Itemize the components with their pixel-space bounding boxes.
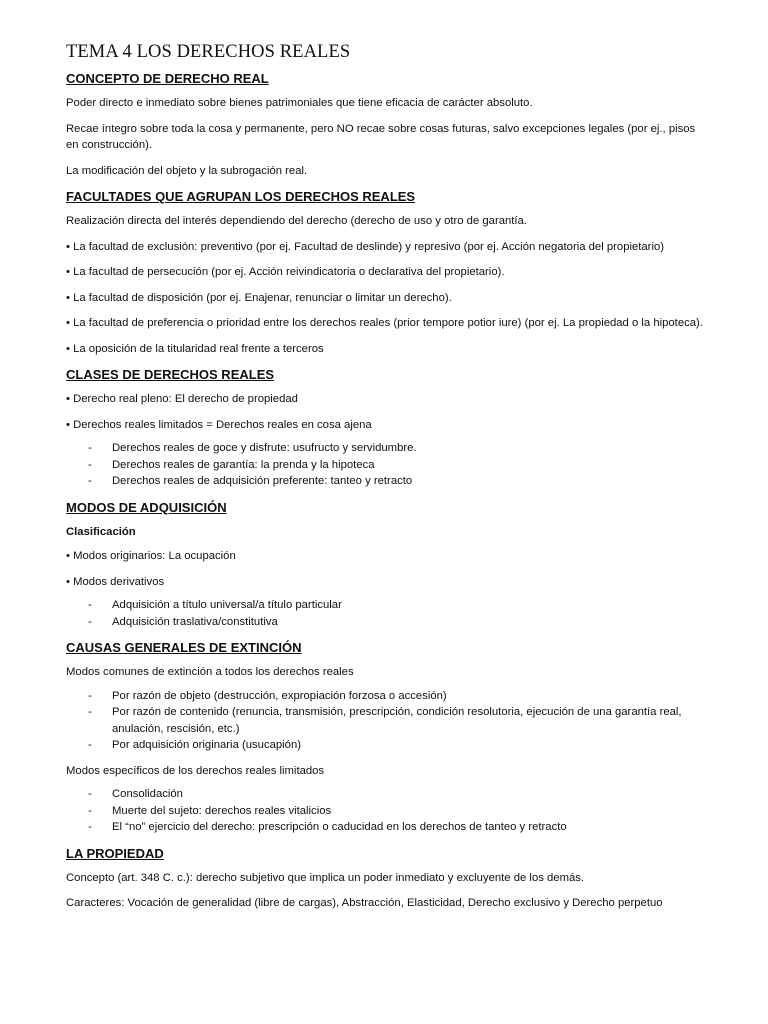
- bullet-item: • Derechos reales limitados = Derechos reales en cosa ajena: [66, 418, 372, 431]
- list-item: - Derechos reales de garantía: la prenda y la hipoteca: [66, 457, 706, 474]
- document-title: TEMA 4 LOS DERECHOS REALES: [66, 42, 351, 62]
- dash-list: [66, 786, 706, 836]
- paragraph: Realización directa del interés dependiendo del derecho (derecho de uso y otro de garantía.: [66, 215, 527, 227]
- dash-list: [66, 440, 706, 490]
- paragraph: Caracteres: Vocación de generalidad (libre de cargas), Abstracción, Elasticidad, Derecho exclusivo y Derecho perpetuo: [66, 897, 663, 909]
- subheading-clasificacion: Clasificación: [66, 525, 136, 538]
- heading-facultades: FACULTADES QUE AGRUPAN LOS DERECHOS REALES: [66, 189, 416, 204]
- bullet-item: • La facultad de persecución (por ej. Acción reivindicatoria o declarativa del propietario).: [66, 266, 505, 278]
- list-item: - Por adquisición originaria (usucapión): [66, 737, 706, 754]
- document-page: [66, 40, 706, 921]
- bullet-item: • La facultad de disposición (por ej. Enajenar, renunciar o limitar un derecho).: [66, 291, 452, 304]
- list-item: - Adquisición a título universal/a título particular: [66, 597, 706, 614]
- paragraph: Modos específicos de los derechos reales limitados: [66, 764, 325, 777]
- dash-list: [66, 597, 706, 630]
- paragraph: Poder directo e inmediato sobre bienes patrimoniales que tiene eficacia de carácter absoluto.: [66, 97, 533, 109]
- heading-modos-adquisicion: MODOS DE ADQUISICIÓN: [66, 499, 227, 515]
- list-item: - Muerte del sujeto: derechos reales vitalicios: [66, 803, 706, 820]
- bullet-item: • Derecho real pleno: El derecho de propiedad: [66, 393, 298, 405]
- paragraph: Concepto (art. 348 C. c.): derecho subjetivo que implica un poder inmediato y excluyente de los demás.: [66, 871, 585, 884]
- heading-extincion: CAUSAS GENERALES DE EXTINCIÓN: [66, 640, 302, 655]
- bullet-item: • Modos derivativos: [66, 575, 165, 588]
- bullet-item: • La oposición de la titularidad real frente a terceros: [66, 342, 324, 355]
- list-item: - Adquisición traslativa/constitutiva: [66, 614, 706, 631]
- paragraph: Modos comunes de extinción a todos los derechos reales: [66, 666, 354, 678]
- paragraph: Recae íntegro sobre toda la cosa y permanente, pero NO recae sobre cosas futuras, salvo excepciones legales (por ej., pisos en construcción).: [66, 122, 696, 151]
- heading-clases: CLASES DE DERECHOS REALES: [66, 367, 275, 382]
- list-item: - Por razón de contenido (renuncia, transmisión, prescripción, condición resolutoria, ejecución de una garantía real, anulación, rescisión, etc.): [66, 704, 706, 737]
- list-item: - Derechos reales de goce y disfrute: usufructo y servidumbre.: [66, 440, 706, 457]
- bullet-item: • La facultad de preferencia o prioridad entre los derechos reales (prior tempore potior iure) (por ej. La propiedad o la hipoteca).: [66, 317, 703, 329]
- list-item: - Por razón de objeto (destrucción, expropiación forzosa o accesión): [66, 688, 706, 705]
- list-item: - El “no” ejercicio del derecho: prescripción o caducidad en los derechos de tanteo y retracto: [66, 819, 706, 836]
- list-item: - Consolidación: [66, 786, 706, 803]
- paragraph: La modificación del objeto y la subrogación real.: [66, 164, 308, 177]
- bullet-item: • La facultad de exclusión: preventivo (por ej. Facultad de deslinde) y represivo (por ej. Acción negatoria del propietario): [66, 240, 665, 253]
- dash-list: [66, 688, 706, 754]
- bullet-item: • Modos originarios: La ocupación: [66, 550, 236, 562]
- list-item: - Derechos reales de adquisición preferente: tanteo y retracto: [66, 473, 706, 490]
- heading-concepto: CONCEPTO DE DERECHO REAL: [66, 71, 269, 86]
- heading-propiedad: LA PROPIEDAD: [66, 845, 164, 861]
